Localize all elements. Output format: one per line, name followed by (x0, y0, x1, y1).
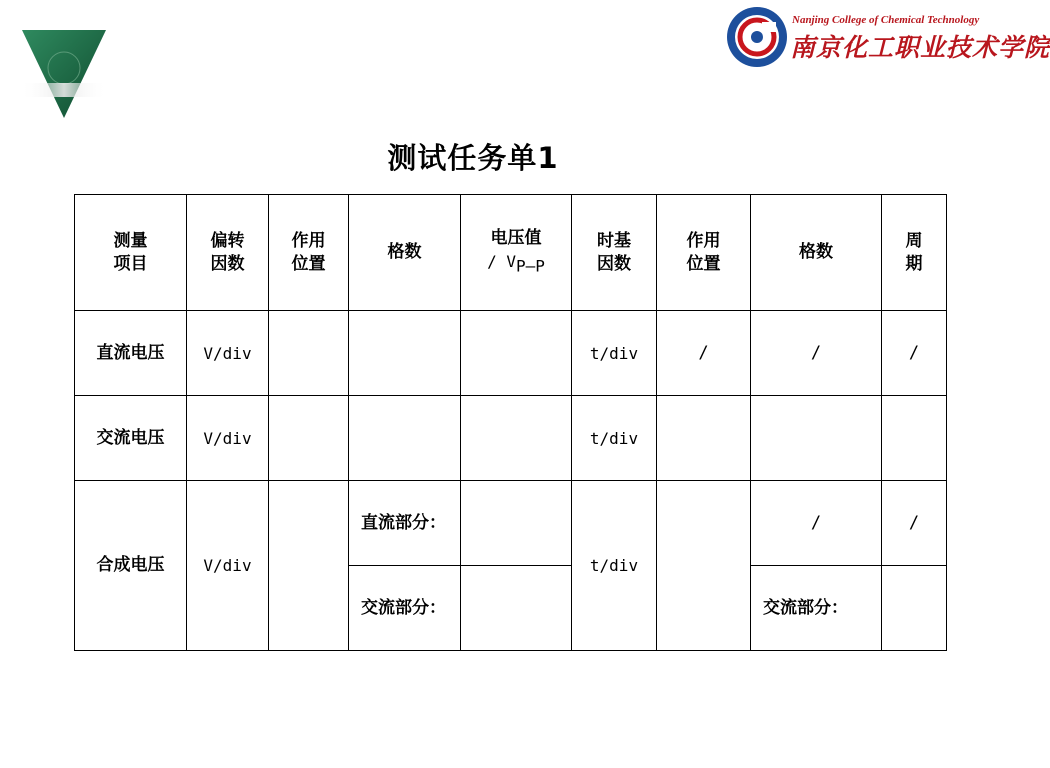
empty-cell (461, 311, 572, 396)
deflection-cell: V/div (187, 481, 269, 651)
empty-cell (657, 481, 751, 651)
empty-cell (349, 396, 461, 481)
empty-cell (461, 481, 572, 566)
empty-cell (882, 566, 947, 651)
header-position-2: 作用 位置 (657, 195, 751, 311)
timebase-cell: t/div (572, 311, 657, 396)
divisions-cell: / (751, 311, 882, 396)
empty-cell (657, 396, 751, 481)
row-label: 合成电压 (75, 481, 187, 651)
timebase-cell: t/div (572, 481, 657, 651)
table-row (75, 311, 947, 396)
header-timebase-factor: 时基 因数 (572, 195, 657, 311)
college-header (726, 6, 1050, 68)
header-deflection-factor: 偏转 因数 (187, 195, 269, 311)
row-label: 直流电压 (75, 311, 187, 396)
empty-cell (461, 396, 572, 481)
period-cell: / (882, 311, 947, 396)
empty-cell (269, 311, 349, 396)
page-title: 测试任务单1 (387, 141, 559, 175)
table-row (75, 481, 947, 566)
header-period: 周 期 (882, 195, 947, 311)
empty-cell (349, 311, 461, 396)
position-cell: / (657, 311, 751, 396)
task-table (74, 194, 947, 651)
dc-part-label: 直流部分： (349, 481, 461, 566)
header-divisions-2: 格数 (751, 195, 882, 311)
college-name-english: Nanjing College of Chemical Technology (792, 14, 980, 26)
college-seal-icon (726, 6, 788, 68)
deflection-cell: V/div (187, 396, 269, 481)
header-measure-item: 测量 项目 (75, 195, 187, 311)
empty-cell (751, 396, 882, 481)
header-row (75, 195, 947, 311)
ac-part-divisions-label: 交流部分： (751, 566, 882, 651)
row-label: 交流电压 (75, 396, 187, 481)
empty-cell (461, 566, 572, 651)
timebase-cell: t/div (572, 396, 657, 481)
period-cell: / (882, 481, 947, 566)
table-row (75, 396, 947, 481)
college-name-chinese: 南京化工职业技术学院 (790, 33, 1050, 62)
corner-logo (20, 28, 108, 120)
header-position: 作用 位置 (269, 195, 349, 311)
deflection-cell: V/div (187, 311, 269, 396)
ac-part-label: 交流部分： (349, 566, 461, 651)
empty-cell (269, 396, 349, 481)
header-divisions: 格数 (349, 195, 461, 311)
header-voltage-value: 电压值 / $V_{P-P}$ (461, 195, 572, 311)
empty-cell (882, 396, 947, 481)
empty-cell (269, 481, 349, 651)
divisions-cell: / (751, 481, 882, 566)
